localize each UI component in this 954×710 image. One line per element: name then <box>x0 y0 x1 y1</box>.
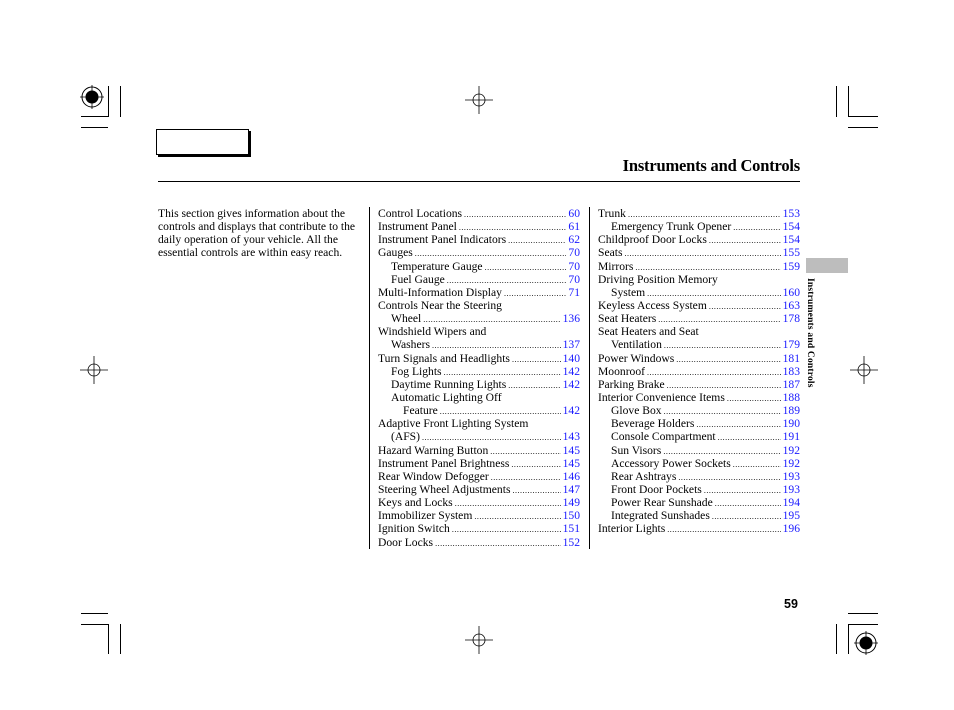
toc-entry-title: Parking Brake <box>598 377 665 391</box>
side-tab-label: Instruments and Controls <box>805 278 815 388</box>
toc-page-link[interactable]: 70 <box>568 246 580 260</box>
title-rule <box>158 181 800 182</box>
toc-entry-title: Mirrors <box>598 259 634 273</box>
toc-entry-title: Feature <box>403 404 438 418</box>
toc-entry-title: (AFS) <box>391 430 420 444</box>
toc-entry[interactable] <box>598 470 800 483</box>
toc-page-link[interactable]: 181 <box>782 351 800 365</box>
leader-dots <box>715 497 781 509</box>
toc-entry <box>378 391 580 404</box>
toc-entry-title: Washers <box>391 338 430 352</box>
leader-dots <box>508 379 560 391</box>
toc-entry-title: Controls Near the Steering <box>378 298 502 312</box>
leader-dots <box>455 497 561 509</box>
column-divider-left <box>369 207 370 549</box>
leader-dots <box>647 366 781 378</box>
toc-page-link[interactable]: 136 <box>562 312 580 326</box>
leader-dots <box>635 261 780 273</box>
leader-dots <box>704 484 781 496</box>
toc-entry-title: Daytime Running Lights <box>391 377 507 391</box>
toc-page-link[interactable]: 159 <box>782 259 800 273</box>
toc-page-link[interactable]: 183 <box>782 364 800 378</box>
toc-entry[interactable] <box>378 286 580 299</box>
toc-entry <box>598 325 800 338</box>
toc-page-link[interactable]: 195 <box>782 509 800 523</box>
leader-dots <box>663 445 780 457</box>
toc-page-link[interactable]: 189 <box>782 404 800 418</box>
leader-dots <box>709 234 781 246</box>
toc-entry[interactable] <box>598 496 800 509</box>
toc-entry-title: Sun Visors <box>611 443 662 457</box>
toc-entry[interactable] <box>598 457 800 470</box>
toc-page-link[interactable]: 192 <box>782 456 800 470</box>
toc-entry[interactable] <box>378 378 580 391</box>
toc-entry-title: Temperature Gauge <box>391 259 483 273</box>
toc-entry[interactable] <box>378 352 580 365</box>
toc-entry[interactable] <box>598 286 800 299</box>
leader-dots <box>658 313 780 325</box>
toc-page-link[interactable]: 194 <box>782 496 800 510</box>
crosshair-left-icon <box>80 356 108 384</box>
leader-dots <box>440 405 561 417</box>
toc-page-link[interactable]: 193 <box>782 482 800 496</box>
leader-dots <box>447 274 567 286</box>
toc-entry[interactable] <box>598 312 800 325</box>
leader-dots <box>667 379 781 391</box>
leader-dots <box>667 523 780 535</box>
toc-entry[interactable] <box>598 220 800 233</box>
toc-page-link[interactable]: 179 <box>782 338 800 352</box>
toc-entry-title: Console Compartment <box>611 430 716 444</box>
toc-page-link[interactable]: 154 <box>782 220 800 234</box>
leader-dots <box>432 339 561 351</box>
toc-page-link[interactable]: 61 <box>568 220 580 234</box>
target-bottom-right-icon <box>854 631 878 655</box>
intro-paragraph: This section gives information about the controls and displays that contribute to the daily operation of your vehicle. All the essential controls are within easy reach. <box>158 207 356 260</box>
toc-page-link[interactable]: 62 <box>568 233 580 247</box>
toc-entry-title: Driving Position Memory <box>598 272 718 286</box>
section-title: Instruments and Controls <box>622 156 800 175</box>
toc-entry[interactable] <box>378 312 580 325</box>
toc-entry[interactable] <box>378 509 580 522</box>
toc-page-link[interactable]: 163 <box>782 298 800 312</box>
toc-entry[interactable] <box>598 260 800 273</box>
leader-dots <box>624 247 780 259</box>
toc-entry-title: Interior Convenience Items <box>598 390 725 404</box>
toc-entry-title: Seats <box>598 246 623 260</box>
column-divider-right <box>589 207 590 549</box>
toc-page-link[interactable]: 193 <box>782 469 800 483</box>
leader-dots <box>508 234 566 246</box>
toc-entry-title: Front Door Pockets <box>611 482 702 496</box>
toc-entry <box>378 417 580 430</box>
toc-entry-title: Fuel Gauge <box>391 272 445 286</box>
toc-entry[interactable] <box>378 457 580 470</box>
toc-entry[interactable] <box>598 299 800 312</box>
toc-entry[interactable] <box>378 522 580 535</box>
toc-entry-title: Power Rear Sunshade <box>611 496 713 510</box>
toc-page-link[interactable]: 145 <box>562 443 580 457</box>
toc-entry-title: Gauges <box>378 246 413 260</box>
toc-entry <box>378 325 580 338</box>
toc-page-link[interactable]: 140 <box>562 351 580 365</box>
toc-entry[interactable] <box>598 417 800 430</box>
leader-dots <box>435 537 561 549</box>
leader-dots <box>415 247 567 259</box>
toc-entry-title: Ignition Switch <box>378 522 450 536</box>
toc-entry[interactable] <box>598 246 800 259</box>
toc-entry[interactable] <box>378 365 580 378</box>
leader-dots <box>452 523 561 535</box>
leader-dots <box>709 300 781 312</box>
toc-entry-title: Keyless Access System <box>598 298 707 312</box>
toc-entry-title: Windshield Wipers and <box>378 325 487 339</box>
leader-dots <box>504 287 566 299</box>
leader-dots <box>733 458 781 470</box>
toc-entry-title: Instrument Panel Indicators <box>378 233 507 247</box>
toc-entry-title: Trunk <box>598 207 626 220</box>
toc-entry-title: Keys and Locks <box>378 496 453 510</box>
toc-page-link[interactable]: 137 <box>562 338 580 352</box>
leader-dots <box>647 287 780 299</box>
toc-entry[interactable] <box>378 338 580 351</box>
toc-page-link[interactable]: 191 <box>782 430 800 444</box>
toc-page-link[interactable]: 70 <box>568 259 580 273</box>
toc-page-link[interactable]: 142 <box>562 364 580 378</box>
toc-page-link[interactable]: 147 <box>562 482 580 496</box>
toc-entry-title: Childproof Door Locks <box>598 233 707 247</box>
toc-page-link[interactable]: 188 <box>782 390 800 404</box>
toc-page-link[interactable]: 154 <box>782 233 800 247</box>
toc-entry[interactable] <box>598 338 800 351</box>
toc-page-link[interactable]: 145 <box>562 456 580 470</box>
toc-entry[interactable] <box>378 483 580 496</box>
leader-dots <box>464 208 566 220</box>
leader-dots <box>491 471 561 483</box>
leader-dots <box>727 392 781 404</box>
toc-entry-title: Instrument Panel Brightness <box>378 456 510 470</box>
contents-column-1 <box>378 207 580 549</box>
toc-page-link[interactable]: 146 <box>562 469 580 483</box>
toc-page-link[interactable]: 155 <box>782 246 800 260</box>
toc-entry-title: Accessory Power Sockets <box>611 456 731 470</box>
toc-page-link[interactable]: 70 <box>568 272 580 286</box>
toc-entry[interactable] <box>378 444 580 457</box>
toc-page-link[interactable]: 152 <box>562 535 580 549</box>
toc-page-link[interactable]: 153 <box>782 207 800 220</box>
toc-page-link[interactable]: 192 <box>782 443 800 457</box>
leader-dots <box>733 221 780 233</box>
toc-page-link[interactable]: 151 <box>562 522 580 536</box>
toc-entry[interactable] <box>378 273 580 286</box>
toc-entry-title: Rear Window Defogger <box>378 469 489 483</box>
toc-entry-title: Multi-Information Display <box>378 285 502 299</box>
header-tab-box <box>156 129 249 155</box>
toc-entry-title: Emergency Trunk Opener <box>611 220 732 234</box>
toc-entry-title: Seat Heaters <box>598 312 657 326</box>
leader-dots <box>718 431 781 443</box>
leader-dots <box>423 313 560 325</box>
toc-entry[interactable] <box>378 404 580 417</box>
toc-entry-title: Control Locations <box>378 207 463 220</box>
toc-entry <box>378 299 580 312</box>
toc-page-link[interactable]: 190 <box>782 417 800 431</box>
toc-entry-title: Moonroof <box>598 364 646 378</box>
toc-entry-title: System <box>611 285 646 299</box>
toc-entry[interactable] <box>598 509 800 522</box>
leader-dots <box>664 405 781 417</box>
toc-page-link[interactable]: 142 <box>562 404 580 418</box>
toc-entry[interactable] <box>598 365 800 378</box>
toc-page-link[interactable]: 187 <box>782 377 800 391</box>
leader-dots <box>459 221 567 233</box>
toc-entry-title: Wheel <box>391 312 422 326</box>
toc-entry-title: Seat Heaters and Seat <box>598 325 699 339</box>
leader-dots <box>512 353 561 365</box>
toc-page-link[interactable]: 143 <box>562 430 580 444</box>
toc-entry <box>598 273 800 286</box>
crosshair-top-icon <box>465 86 493 114</box>
toc-entry-title: Instrument Panel <box>378 220 457 234</box>
toc-page-link[interactable]: 150 <box>562 509 580 523</box>
toc-entry[interactable] <box>378 233 580 246</box>
toc-entry-title: Beverage Holders <box>611 417 695 431</box>
toc-entry-title: Automatic Lighting Off <box>391 390 502 404</box>
leader-dots <box>474 510 560 522</box>
toc-page-link[interactable]: 149 <box>562 496 580 510</box>
toc-entry[interactable] <box>378 260 580 273</box>
toc-entry[interactable] <box>378 430 580 443</box>
toc-entry[interactable] <box>598 378 800 391</box>
toc-entry[interactable] <box>378 246 580 259</box>
leader-dots <box>490 445 560 457</box>
toc-entry-title: Interior Lights <box>598 522 666 536</box>
toc-entry[interactable] <box>378 220 580 233</box>
contents-column-2 <box>598 207 800 536</box>
leader-dots <box>678 471 780 483</box>
page-number: 59 <box>784 597 798 611</box>
toc-entry-title: Turn Signals and Headlights <box>378 351 510 365</box>
toc-entry[interactable] <box>378 536 580 549</box>
crosshair-bottom-icon <box>465 626 493 654</box>
toc-entry-title: Hazard Warning Button <box>378 443 489 457</box>
toc-page-link[interactable]: 196 <box>782 522 800 536</box>
leader-dots <box>444 366 561 378</box>
leader-dots <box>422 431 561 443</box>
toc-entry-title: Fog Lights <box>391 364 442 378</box>
leader-dots <box>485 261 567 273</box>
toc-entry[interactable] <box>598 233 800 246</box>
toc-page-link[interactable]: 71 <box>568 285 580 299</box>
toc-entry-title: Steering Wheel Adjustments <box>378 482 511 496</box>
toc-entry-title: Glove Box <box>611 404 662 418</box>
toc-entry-title: Door Locks <box>378 535 434 549</box>
toc-entry-title: Integrated Sunshades <box>611 509 710 523</box>
toc-entry-title: Immobilizer System <box>378 509 473 523</box>
toc-entry[interactable] <box>598 207 800 220</box>
toc-entry[interactable] <box>598 444 800 457</box>
toc-entry[interactable] <box>378 496 580 509</box>
toc-entry[interactable] <box>598 522 800 535</box>
leader-dots <box>696 418 780 430</box>
toc-page-link[interactable]: 60 <box>568 207 580 220</box>
toc-page-link[interactable]: 178 <box>782 312 800 326</box>
leader-dots <box>676 353 780 365</box>
toc-entry[interactable] <box>598 483 800 496</box>
crosshair-right-icon <box>850 356 878 384</box>
toc-entry[interactable] <box>598 352 800 365</box>
leader-dots <box>512 484 560 496</box>
toc-page-link[interactable]: 142 <box>562 377 580 391</box>
toc-entry-title: Rear Ashtrays <box>611 469 677 483</box>
target-top-left-icon <box>80 85 104 109</box>
side-tab-marker <box>806 258 848 273</box>
toc-entry[interactable] <box>378 470 580 483</box>
toc-entry-title: Adaptive Front Lighting System <box>378 417 529 431</box>
toc-page-link[interactable]: 160 <box>782 285 800 299</box>
leader-dots <box>628 208 781 220</box>
toc-entry-title: Power Windows <box>598 351 675 365</box>
leader-dots <box>712 510 781 522</box>
toc-entry[interactable] <box>378 207 580 220</box>
toc-entry[interactable] <box>598 430 800 443</box>
toc-entry[interactable] <box>598 404 800 417</box>
leader-dots <box>664 339 781 351</box>
leader-dots <box>511 458 560 470</box>
toc-entry-title: Ventilation <box>611 338 662 352</box>
toc-entry[interactable] <box>598 391 800 404</box>
